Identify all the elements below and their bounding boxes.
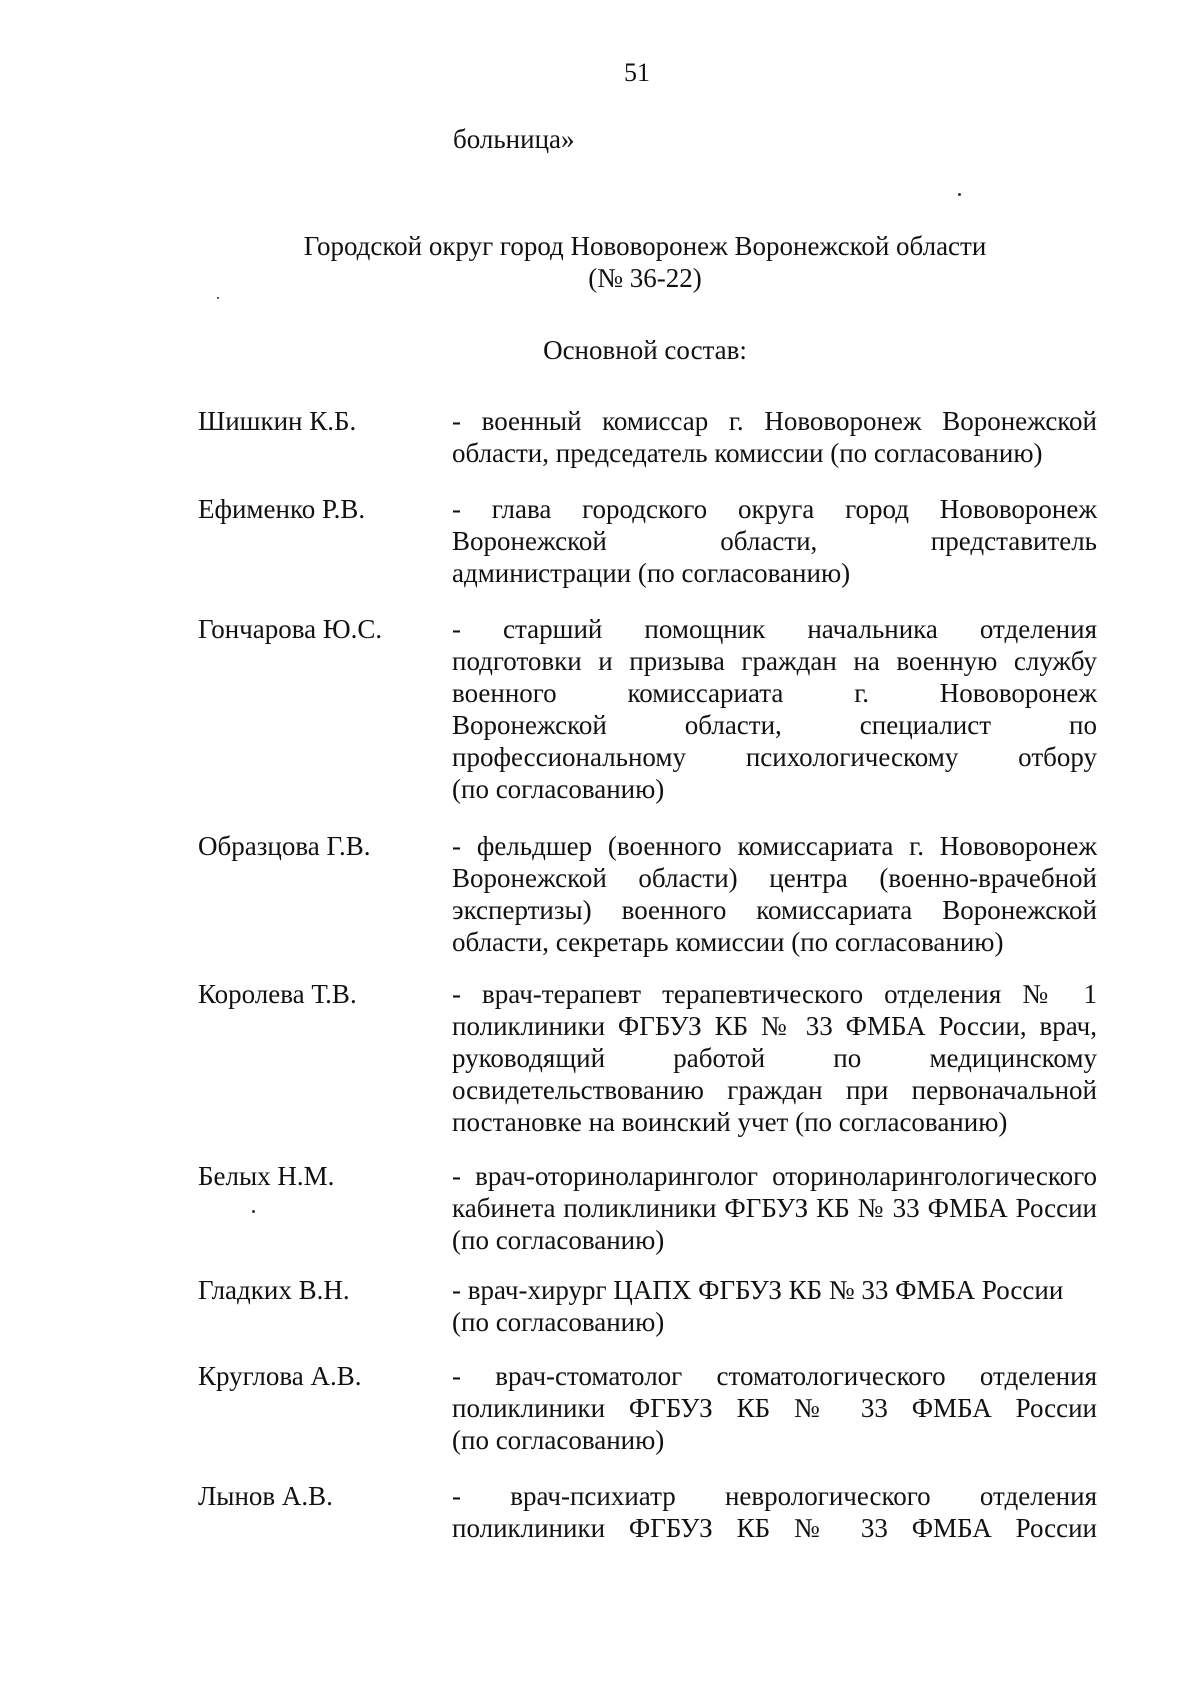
member-role <box>452 1360 1097 1456</box>
member-role-line: области, секретарь комиссии (по согласованию) <box>452 927 1004 957</box>
member-name: Белых Н.М. <box>198 1161 335 1191</box>
member-role-line: (по согласованию) <box>452 1425 665 1455</box>
member-name: Лынов А.В. <box>198 1481 333 1511</box>
member-role-line: (по согласованию) <box>452 1225 665 1255</box>
member-role-line: - фельдшер (военного комиссариата г. Нововоронеж <box>452 831 1097 861</box>
member-role-line: - военный комиссар г. Нововоронеж Воронежской <box>452 406 1097 436</box>
member-role <box>452 1480 1097 1544</box>
composition-heading: Основной состав: <box>543 335 747 365</box>
member-role-line: поликлиники ФГБУЗ КБ № 33 ФМБА России, врач, <box>452 1011 1097 1041</box>
section-title-line-2: (№ 36-22) <box>588 263 702 293</box>
member-role-line: (по согласованию) <box>452 774 665 804</box>
member-role-line: - врач-хирург ЦАПХ ФГБУЗ КБ № 33 ФМБА России <box>452 1275 1064 1305</box>
member-role-line: Воронежской области, представитель <box>452 526 1097 556</box>
member-role-line: профессиональному психологическому отбору <box>452 742 1097 772</box>
section-title-line-1: Городской округ город Нововоронеж Воронежской области <box>303 231 987 261</box>
member-role <box>452 1274 1097 1338</box>
member-role-line: подготовки и призыва граждан на военную службу <box>452 646 1097 676</box>
member-role-line: кабинета поликлиники ФГБУЗ КБ № 33 ФМБА России <box>452 1193 1097 1223</box>
member-role-line: (по согласованию) <box>452 1307 665 1337</box>
member-role <box>452 613 1097 805</box>
member-role-line: - глава городского округа город Нововоронеж <box>452 494 1097 524</box>
member-role-line: - врач-оториноларинголог оториноларингологического <box>452 1161 1097 1191</box>
member-role-line: - врач-психиатр неврологического отделения <box>452 1481 1097 1511</box>
member-name: Гладких В.Н. <box>198 1275 350 1305</box>
member-name: Ефименко Р.В. <box>198 494 366 524</box>
member-role-line: экспертизы) военного комиссариата Воронежской <box>452 895 1097 925</box>
member-role-line: - врач-терапевт терапевтического отделения № 1 <box>452 979 1097 1009</box>
member-role-line: - старший помощник начальника отделения <box>452 614 1097 644</box>
member-name: Круглова А.В. <box>198 1361 362 1391</box>
member-role <box>452 978 1097 1138</box>
member-role-line: руководящий работой по медицинскому <box>452 1043 1097 1073</box>
member-role-line: Воронежской области) центра (военно-врачебной <box>452 863 1097 893</box>
member-name: Образцова Г.В. <box>198 831 371 861</box>
member-role-line: Воронежской области, специалист по <box>452 710 1097 740</box>
member-role-line: администрации (по согласованию) <box>452 558 851 588</box>
member-name: Королева Т.В. <box>198 979 357 1009</box>
member-name: Шишкин К.Б. <box>198 406 357 436</box>
page-number: 51 <box>624 58 650 87</box>
member-role <box>452 1160 1097 1256</box>
member-role-line: поликлиники ФГБУЗ КБ № 33 ФМБА России <box>452 1513 1097 1543</box>
member-role <box>452 493 1097 589</box>
member-role-line: постановке на воинский учет (по согласованию) <box>452 1107 1008 1137</box>
continuation-text: больница» <box>453 124 575 154</box>
member-role <box>452 405 1097 469</box>
member-role-line: поликлиники ФГБУЗ КБ № 33 ФМБА России <box>452 1393 1097 1423</box>
member-role-line: освидетельствованию граждан при первоначальной <box>452 1075 1097 1105</box>
member-role-line: области, председатель комиссии (по согласованию) <box>452 438 1043 468</box>
member-role-line: военного комиссариата г. Нововоронеж <box>452 678 1097 708</box>
member-name: Гончарова Ю.С. <box>198 614 383 644</box>
member-role-line: - врач-стоматолог стоматологического отделения <box>452 1361 1097 1391</box>
member-role <box>452 830 1097 958</box>
